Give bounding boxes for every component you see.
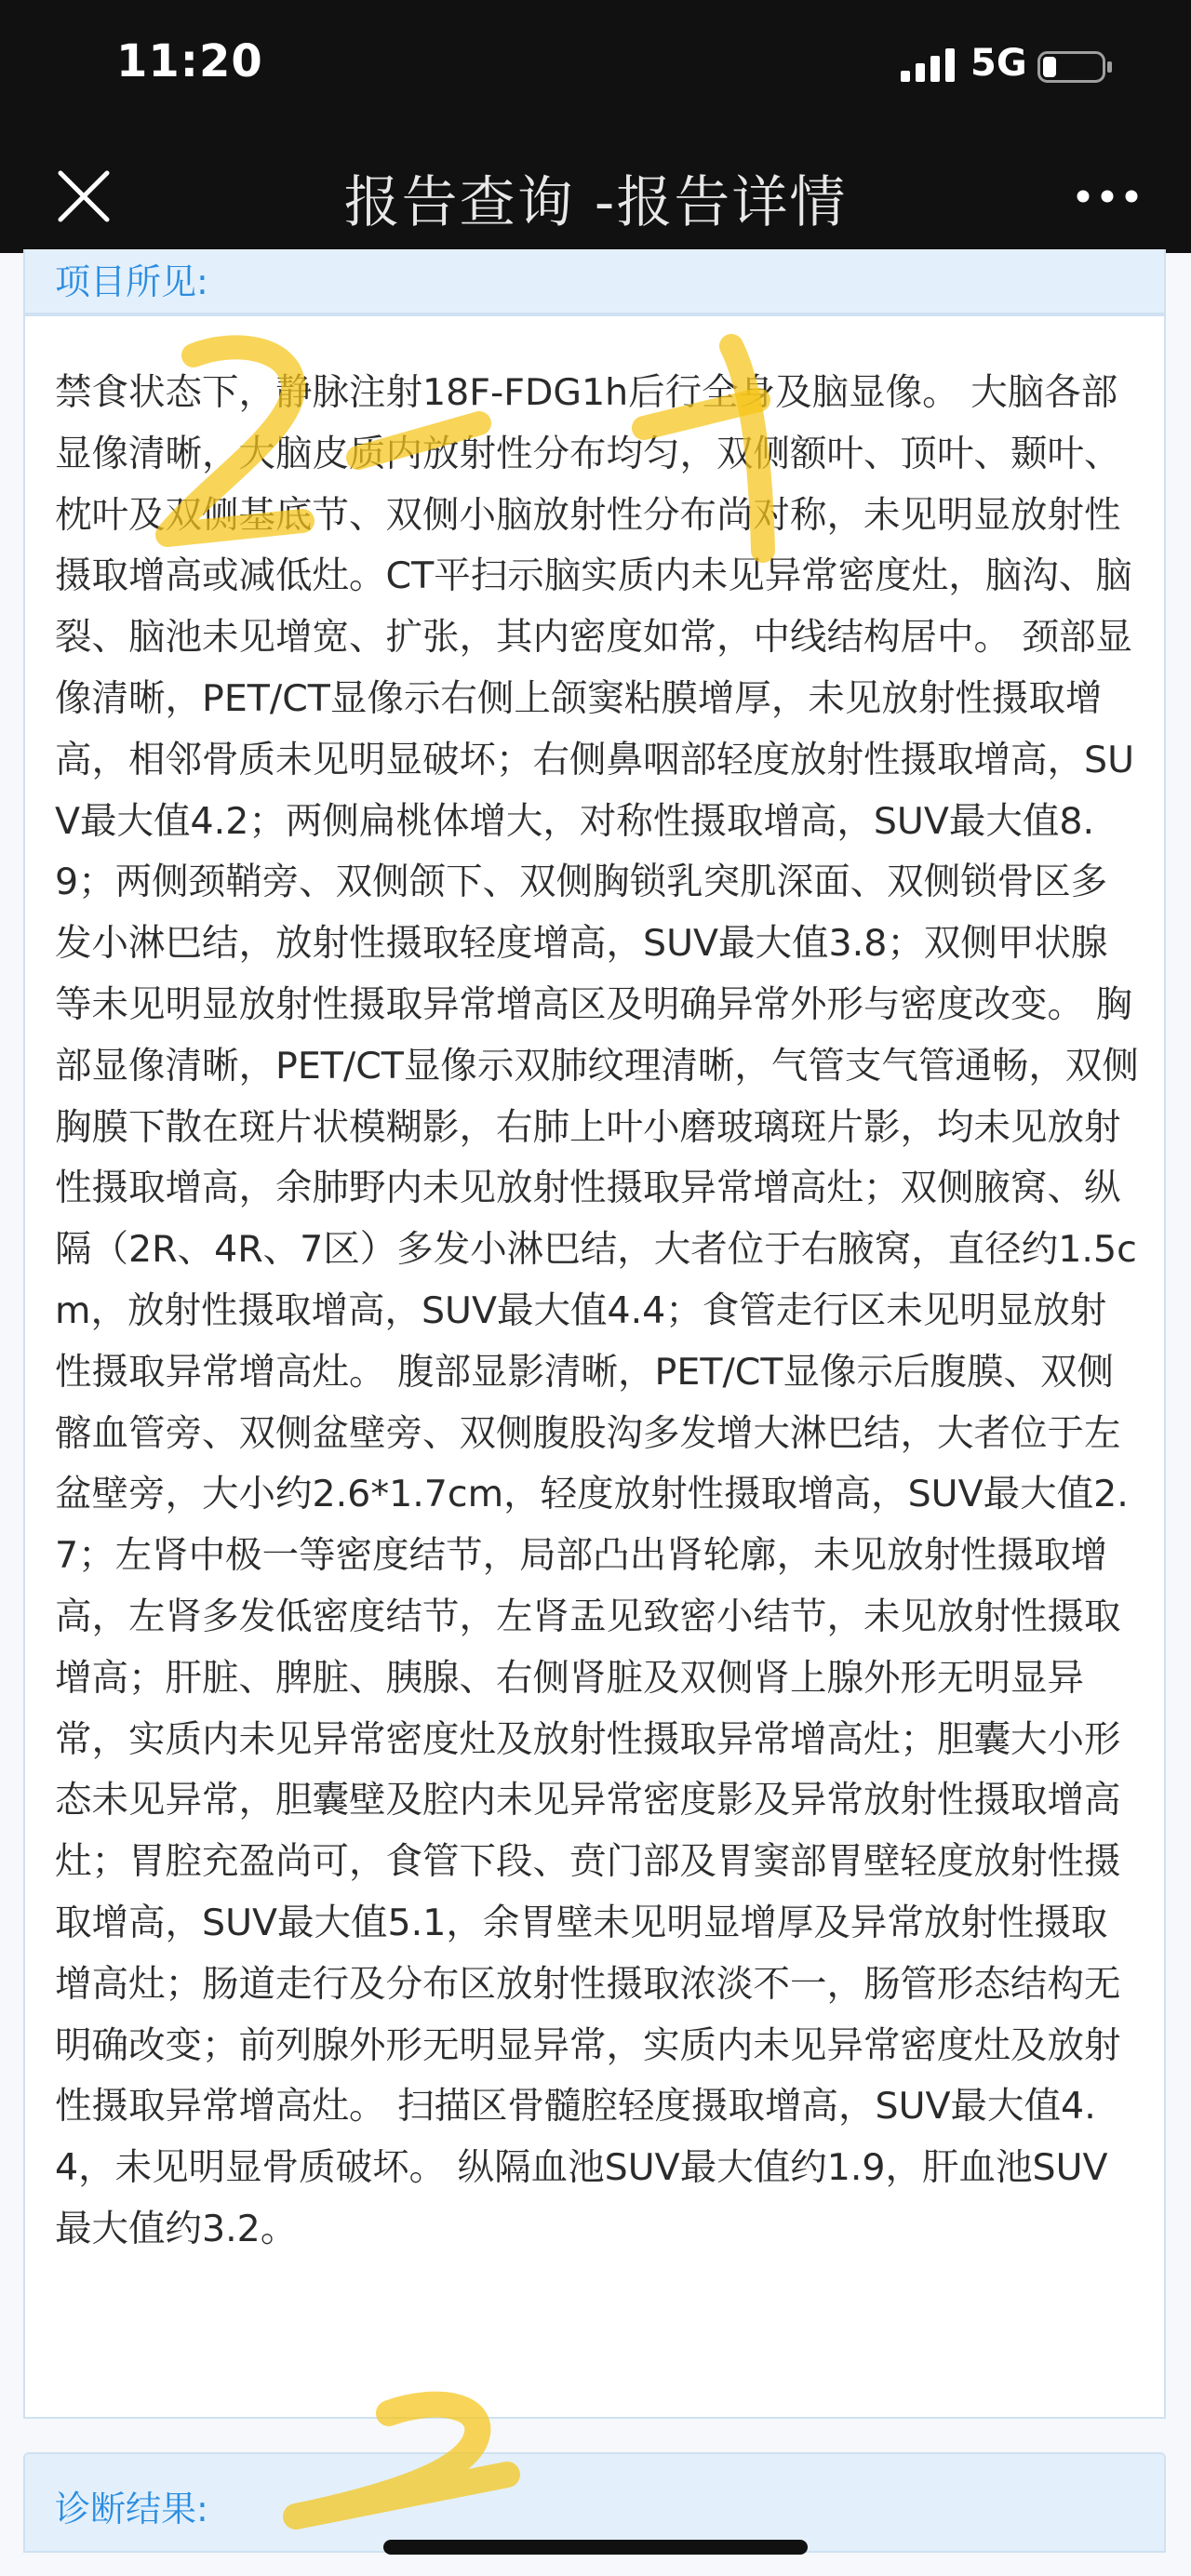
- signal-icon: [901, 48, 957, 82]
- status-bar: [0, 0, 1191, 140]
- diagnosis-header-label: 诊断结果:: [55, 2489, 208, 2529]
- battery-icon: [1037, 51, 1114, 83]
- findings-header-label: 项目所见:: [55, 261, 208, 302]
- page-title: 报告查询 -报告详情: [343, 170, 848, 235]
- findings-text: 禁食状态下，静脉注射18F-FDG1h后行全身及脑显像。 大脑各部显像清晰，大脑皮质内放射性分布均匀，双侧额叶、顶叶、颞叶、枕叶及双侧基底节、双侧小脑放射性分布尚对称，未见明显放射性摄取增高或减低灶。CT平扫示脑实质内未见异常密度灶，脑沟、脑裂、脑池未见增宽、扩张，其内密度如常，中线结构居中。 颈部显像清晰，PET/CT显像示右侧上颌窦粘膜增厚，未见放射性摄取增高，相邻骨质未见明显破坏；右侧鼻咽部轻度放射性摄取增高，SUV最大值4.2；两侧扁桃体增大，对称性摄取增高，SUV最大值8.9；两侧颈鞘旁、双侧颌下、双侧胸锁乳突肌深面、双侧锁骨区多发小淋巴结，放射性摄取轻度增高，SUV最大值3.8；双侧甲状腺等未见明显放射性摄取异常增高区及明确异常外形与密度改变。 胸部显像清晰，PET/CT显像示双肺纹理清晰，气管支气管通畅，双侧胸膜下散在斑片状模糊影，右肺上叶小磨玻璃斑片影，均未见放射性摄取增高，余肺野内未见放射性摄取异常增高灶；双侧腋窝、纵隔（2R、4R、7区）多发小淋巴结，大者位于右腋窝，直径约1.5cm，放射性摄取增高，SUV最大值4.4；食管走行区未见明显放射性摄取异常增高灶。 腹部显影清晰，PET/CT显像示后腹膜、双侧髂血管旁、双侧盆壁旁、双侧腹股沟多发增大淋巴结，大者位于左盆壁旁，大小约2.6*1.7cm，轻度放射性摄取增高，SUV最大值2.7；左肾中极一等密度结节，局部凸出肾轮廓，未见放射性摄取增高，左肾多发低密度结节，左肾盂见致密小结节，未见放射性摄取增高；肝脏、脾脏、胰腺、右侧肾脏及双侧肾上腺外形无明显异常，实质内未见异常密度灶及放射性摄取异常增高灶；胆囊大小形态未见异常，胆囊壁及腔内未见异常密度影及异常放射性摄取增高灶；胃腔充盈尚可，食管下段、贲门部及胃窦部胃壁轻度放射性摄取增高，SUV最大值5.1，余胃壁未见明显增厚及异常放射性摄取增高灶；肠道走行及分布区放射性摄取浓淡不一，肠管形态结构无明确改变；前列腺外形无明显异常，实质内未见异常密度灶及放射性摄取异常增高灶。 扫描区骨髓腔轻度摄取增高，SUV最大值4.4，未见明显骨质破坏。 纵隔血池SUV最大值约1.9，肝血池SUV最大值约3.2。: [55, 371, 1139, 2250]
- home-indicator[interactable]: [383, 2540, 808, 2555]
- more-icon[interactable]: [1070, 173, 1144, 220]
- diagnosis-section-header: [23, 2452, 1166, 2553]
- nav-bar: [0, 140, 1191, 253]
- status-time: 11:20: [116, 35, 263, 87]
- findings-content-card: [23, 314, 1166, 2419]
- network-type: 5G: [970, 42, 1027, 85]
- findings-section-header: [23, 249, 1166, 314]
